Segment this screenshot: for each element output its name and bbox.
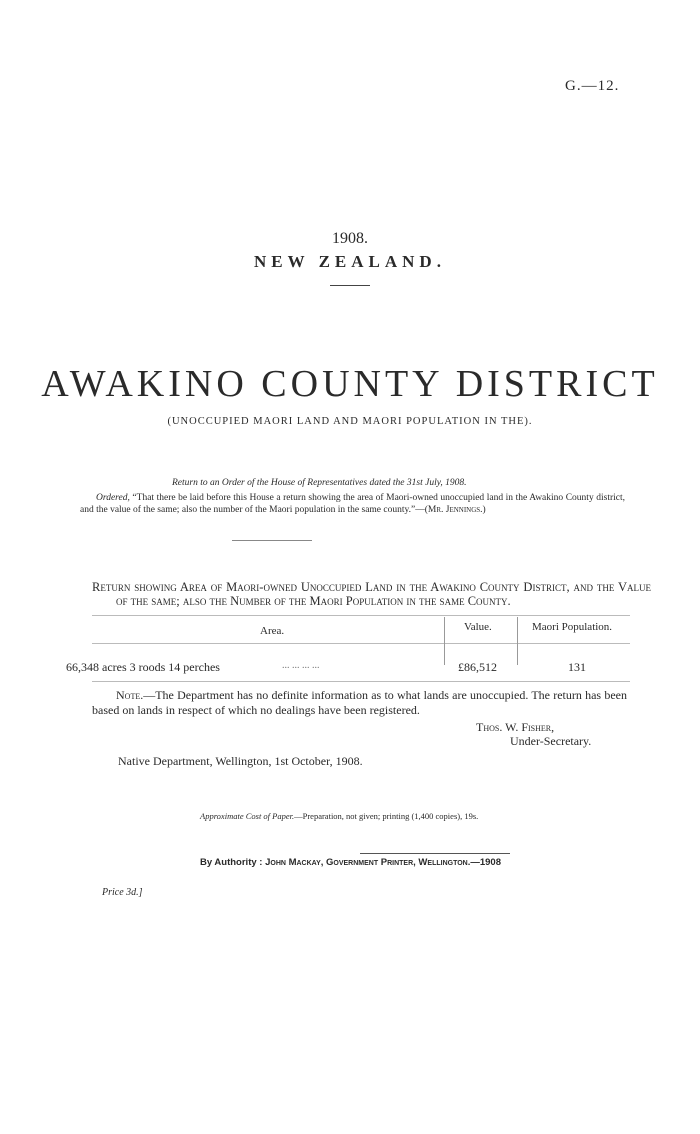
paper-reference: G.—12. <box>565 78 620 94</box>
order-intro: Return to an Order of the House of Representatives dated the 31st July, 1908. <box>172 478 467 488</box>
order-mover: —(Mr. Jennings.) <box>415 505 486 515</box>
header-area: Area. <box>260 625 285 637</box>
order-text <box>80 492 625 516</box>
imprint-prefix: By Authority : <box>200 857 263 868</box>
cost-text: —Preparation, not given; printing (1,400 copies), 19s. <box>294 811 479 821</box>
imprint-rule <box>360 853 510 854</box>
divider-rule <box>330 285 370 286</box>
dateline: Native Department, Wellington, 1st October, 1908. <box>118 754 363 768</box>
year-heading: 1908. <box>332 230 368 247</box>
price-note: Price 3d.] <box>102 887 143 898</box>
note-text: —The Department has no definite information as to what lands are unoccupied. The return has been based on lands in respect of which no dealings have been registered. <box>92 688 627 717</box>
note-paragraph <box>92 688 627 718</box>
header-value: Value. <box>464 621 492 633</box>
cell-population: 131 <box>568 660 586 674</box>
order-body: “That there be laid before this House a return showing the area of Maori-owned unoccupied land in the Awakino County district, and the value of the same; also the number of the Maori population in the same county.” <box>80 493 626 515</box>
table-col-divider <box>517 617 518 665</box>
divider-rule <box>232 540 312 541</box>
signature-name: Thos. W. Fisher, <box>476 720 555 734</box>
signature-title: Under-Secretary. <box>510 734 592 748</box>
cell-area: 66,348 acres 3 roods 14 perches <box>66 660 220 674</box>
table-rule-mid <box>92 643 630 644</box>
table-col-divider <box>444 617 445 665</box>
imprint-printer: John Mackay, Government Printer, Wellington.—1908 <box>265 857 501 868</box>
cell-leader: ... ... ... ... <box>282 660 320 671</box>
table-rule-top <box>92 615 630 616</box>
document-subtitle: (UNOCCUPIED MAORI LAND AND MAORI POPULATION IN THE). <box>167 416 533 427</box>
document-title: AWAKINO COUNTY DISTRICT <box>41 363 659 405</box>
table-rule-bottom <box>92 681 630 682</box>
imprint-line <box>200 857 501 868</box>
cost-label: Approximate Cost of Paper. <box>200 811 295 821</box>
country-heading: NEW ZEALAND. <box>254 252 446 271</box>
cost-line <box>200 811 478 821</box>
header-population: Maori Population. <box>532 621 613 633</box>
cell-value: £86,512 <box>458 660 497 674</box>
note-label: Note. <box>116 688 144 702</box>
ordered-label: Ordered, <box>96 493 130 503</box>
return-heading: Return showing Area of Maori-owned Unoccupied Land in the Awakino County District, and the Value of the same; also the Number of the Maori Population in the same County. <box>92 580 651 608</box>
